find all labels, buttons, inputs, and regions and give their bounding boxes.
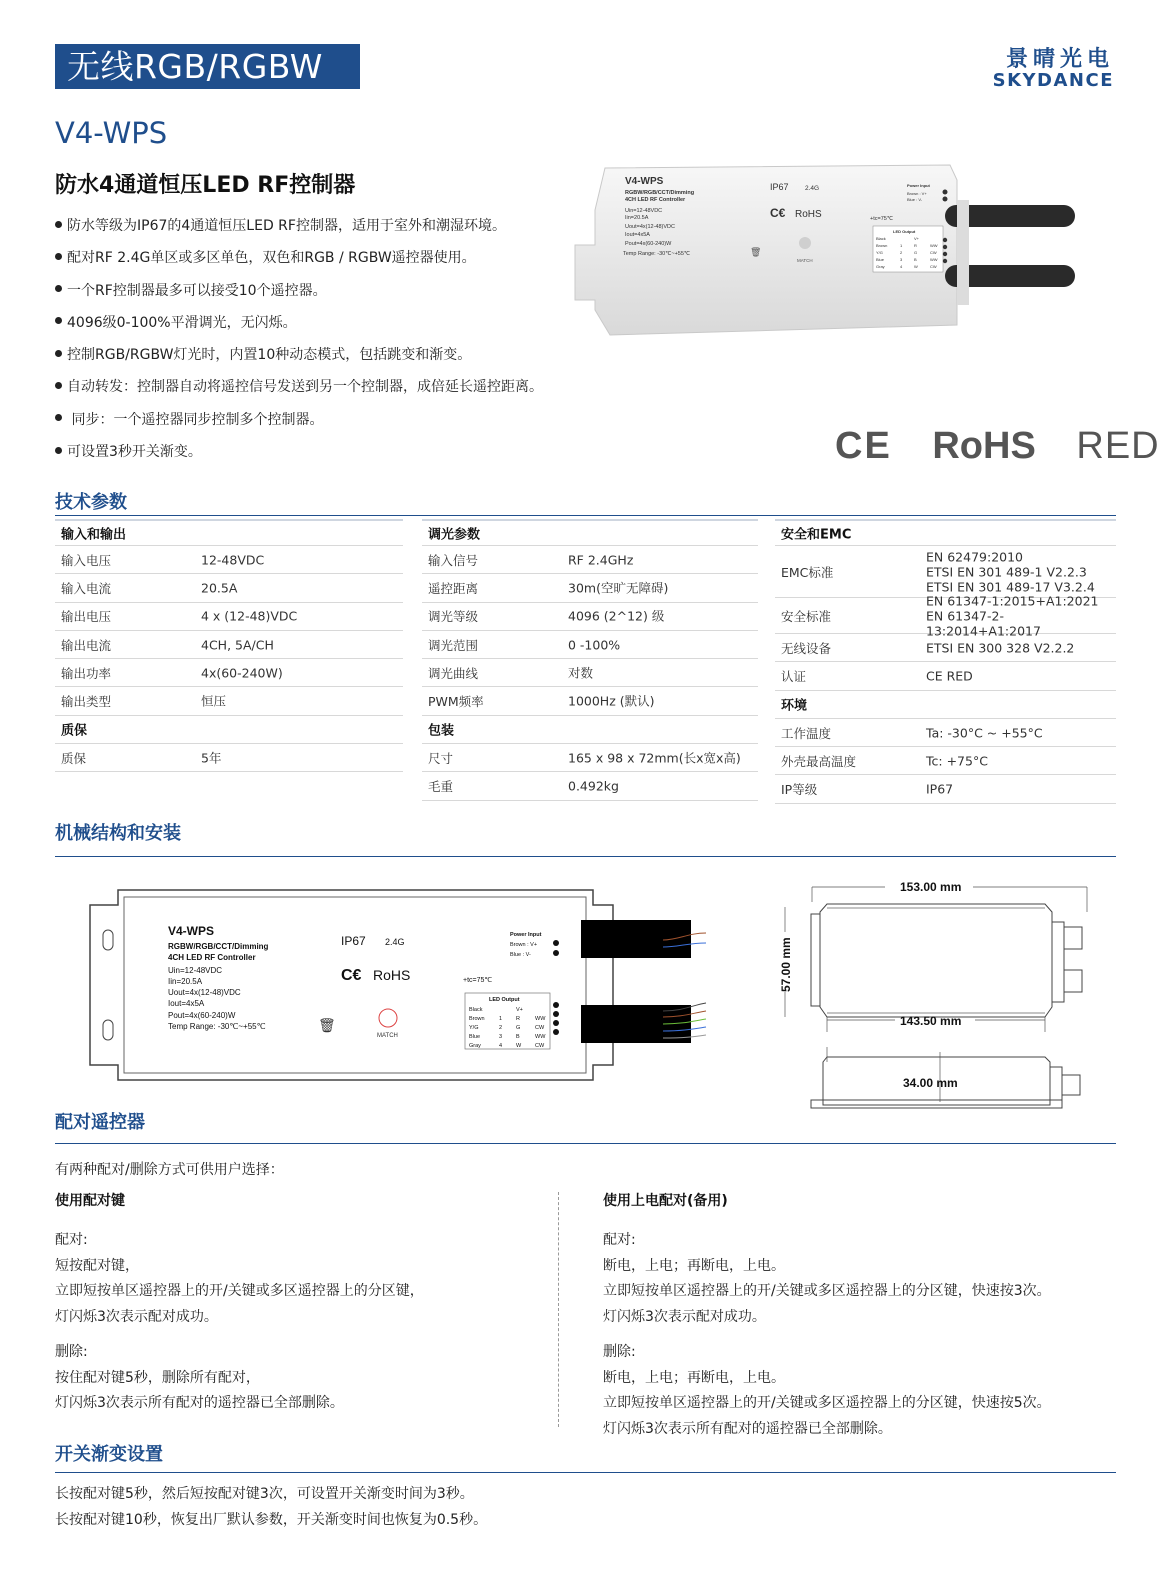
- led-output-cell: WW: [930, 243, 938, 248]
- svg-text:C€: C€: [770, 206, 786, 220]
- section-title-specs: 技术参数: [55, 492, 127, 513]
- spec-value: 1000Hz (默认): [568, 693, 655, 709]
- led-output-cell: Y/G: [876, 250, 883, 255]
- led-output-cell: Black: [469, 1007, 483, 1013]
- svg-text:2.4G: 2.4G: [805, 185, 820, 192]
- spec-key: 调光参数: [428, 527, 481, 543]
- spec-value: 4CH, 5A/CH: [201, 637, 274, 653]
- led-output-cell: 3: [499, 1034, 503, 1040]
- spec-value: CE RED: [926, 668, 973, 684]
- pair-label: 配对:: [55, 1232, 88, 1248]
- spec-row: [422, 659, 758, 687]
- section-divider: [55, 515, 1116, 516]
- svg-text:4CH LED RF Controller: 4CH LED RF Controller: [168, 953, 256, 962]
- bullet-icon: [55, 285, 62, 292]
- section-divider: [55, 1472, 1116, 1473]
- svg-text:LED Output: LED Output: [489, 997, 520, 1003]
- spec-row: [422, 772, 758, 800]
- brand-name-en: SKYDANCE: [992, 70, 1114, 91]
- svg-text:Iout=4x5A: Iout=4x5A: [625, 232, 650, 238]
- spec-row: [422, 744, 758, 772]
- pairing-intro: 有两种配对/删除方式可供用户选择：: [55, 1162, 284, 1178]
- led-output-cell: B: [914, 257, 917, 262]
- led-output-cell: Gray: [469, 1043, 481, 1049]
- dimension-drawing: [775, 872, 1115, 1117]
- rohs-logo: RoHS: [932, 425, 1036, 467]
- spec-table-safety: [775, 519, 1116, 804]
- svg-text:Blue : V-: Blue : V-: [510, 952, 531, 958]
- svg-text:MATCH: MATCH: [377, 1033, 398, 1039]
- pairing-method-title: 使用上电配对(备用): [603, 1193, 728, 1209]
- match-button[interactable]: [799, 237, 811, 249]
- spec-group-header: [55, 519, 403, 546]
- spec-group-header: [55, 716, 403, 744]
- led-output-cell: CW: [930, 264, 937, 269]
- delete-label: 删除:: [603, 1344, 636, 1360]
- led-output-cell: G: [516, 1025, 521, 1031]
- svg-text:RGBW/RGB/CCT/Dimming: RGBW/RGB/CCT/Dimming: [168, 942, 269, 951]
- spec-key: 无线设备: [781, 640, 832, 656]
- pairing-method-title: 使用配对键: [55, 1193, 125, 1209]
- spec-row: [55, 744, 403, 772]
- led-output-cell: CW: [535, 1025, 545, 1031]
- svg-text:LED Output: LED Output: [893, 229, 916, 234]
- spec-key: 输入电流: [61, 580, 112, 596]
- fade-instructions: [55, 1481, 487, 1533]
- spec-value: 4x(60-240W): [201, 665, 283, 681]
- brand-name-cn: 景晴光电: [1005, 47, 1114, 72]
- delete-step: 按住配对键5秒，删除所有配对，: [55, 1369, 260, 1386]
- spec-row: [55, 659, 403, 687]
- delete-step: 灯闪烁3次表示所有配对的遥控器已全部删除。: [55, 1395, 344, 1411]
- spec-value: 5年: [201, 750, 222, 766]
- led-output-cell: 2: [499, 1025, 503, 1031]
- spec-key: 包装: [428, 723, 455, 739]
- spec-value: 4 x (12-48)VDC: [201, 608, 298, 624]
- match-button[interactable]: [379, 1009, 397, 1027]
- red-logo: RED: [1076, 425, 1160, 467]
- led-output-cell: Y/G: [469, 1025, 479, 1031]
- svg-text:Uout=4x(12-48)VDC: Uout=4x(12-48)VDC: [625, 224, 675, 230]
- spec-table-io: [55, 519, 403, 772]
- spec-value: ETSI EN 300 328 V2.2.2: [926, 640, 1075, 656]
- svg-text:Brown : V+: Brown : V+: [907, 191, 927, 196]
- pairing-method-power: [603, 1190, 1051, 1442]
- spec-key: 环境: [781, 698, 808, 714]
- svg-text:IP67: IP67: [770, 182, 789, 192]
- spec-value: 4096 (2^12) 级: [568, 608, 665, 624]
- spec-value: IP67: [926, 781, 954, 797]
- spec-row: [422, 546, 758, 574]
- spec-value: 12-48VDC: [201, 552, 265, 568]
- spec-row: [775, 775, 1116, 803]
- led-output-cell: Gray: [876, 264, 885, 269]
- spec-key: 输入电压: [61, 552, 112, 568]
- spec-value: 30m(空旷无障碍): [568, 580, 669, 596]
- spec-value: EN 62479:2010 ETSI EN 301 489-1 V2.2.3 ETSI EN 301 489-17 V3.2.4: [926, 549, 1095, 594]
- led-output-cell: B: [516, 1034, 520, 1040]
- spec-row: [55, 631, 403, 659]
- svg-text:153.00 mm: 153.00 mm: [900, 880, 962, 894]
- svg-text:Brown : V+: Brown : V+: [510, 942, 538, 948]
- svg-text:Iin=20.5A: Iin=20.5A: [168, 977, 203, 986]
- spec-value: RF 2.4GHz: [568, 552, 634, 568]
- spec-key: 输出电流: [61, 637, 112, 653]
- spec-value: 165 x 98 x 72mm(长x宽x高): [568, 750, 741, 766]
- wiring-drawing: [88, 885, 708, 1085]
- spec-key: 认证: [781, 668, 807, 684]
- spec-key: 输出类型: [61, 694, 112, 710]
- spec-key: 调光曲线: [428, 665, 479, 681]
- led-output-cell: V+: [914, 236, 920, 241]
- weee-icon: 🗑: [750, 247, 762, 257]
- spec-key: 安全标准: [781, 608, 832, 624]
- spec-key: 质保: [61, 723, 88, 739]
- bullet-icon: [55, 221, 62, 228]
- spec-row: [422, 687, 758, 715]
- led-output-cell: R: [516, 1016, 520, 1022]
- feature-item: 配对RF 2.4G单区或多区单色，双色和RGB / RGBW遥控器使用。: [55, 244, 615, 276]
- svg-text:34.00 mm: 34.00 mm: [903, 1076, 958, 1090]
- spec-key: EMC标准: [781, 564, 834, 580]
- pair-step: 断电，上电；再断电，上电。: [603, 1257, 785, 1274]
- pairing-method-button: [55, 1190, 424, 1417]
- led-output-cell: W: [914, 264, 918, 269]
- weee-icon: 🗑: [318, 1017, 336, 1033]
- svg-text:Temp Range: -30℃~+55℃: Temp Range: -30℃~+55℃: [623, 251, 691, 257]
- svg-text:Uin=12-48VDC: Uin=12-48VDC: [168, 966, 223, 975]
- svg-text:+tc=75℃: +tc=75℃: [463, 977, 493, 984]
- spec-key: 尺寸: [428, 750, 454, 766]
- spec-row: [55, 687, 403, 715]
- spec-key: 工作温度: [781, 725, 832, 741]
- bullet-icon: [55, 447, 62, 454]
- led-output-cell: CW: [930, 250, 937, 255]
- spec-row: [775, 634, 1116, 662]
- bullet-icon: [55, 350, 62, 357]
- column-divider: [558, 1192, 559, 1427]
- section-divider: [55, 1143, 1116, 1144]
- led-output-cell: Blue: [469, 1034, 481, 1040]
- spec-value: 20.5A: [201, 580, 238, 596]
- svg-text:IP67: IP67: [341, 934, 366, 948]
- fade-line: 长按配对键5秒，然后短按配对键3次，可设置开关渐变时间为3秒。: [55, 1486, 474, 1502]
- led-output-cell: 4: [900, 264, 903, 269]
- spec-key: 输出功率: [61, 665, 112, 681]
- svg-text:Iout=4x5A: Iout=4x5A: [168, 999, 205, 1008]
- section-title-pairing: 配对遥控器: [55, 1112, 145, 1133]
- svg-text:Pout=4x(60-240)W: Pout=4x(60-240)W: [168, 1011, 236, 1020]
- svg-text:Uin=12-48VDC: Uin=12-48VDC: [625, 208, 663, 214]
- delete-step: 立即短按单区遥控器上的开/关键或多区遥控器上的分区键，快速按5次。: [603, 1395, 1051, 1411]
- svg-text:4CH LED RF Controller: 4CH LED RF Controller: [625, 197, 686, 203]
- pair-step: 立即短按单区遥控器上的开/关键或多区遥控器上的分区键，快速按3次。: [603, 1283, 1051, 1299]
- spec-row: [422, 574, 758, 602]
- spec-key: 输出电压: [61, 609, 112, 625]
- led-output-cell: V+: [516, 1007, 523, 1013]
- spec-key: 输入和输出: [61, 527, 127, 543]
- spec-key: 遥控距离: [428, 580, 479, 596]
- svg-text:RGBW/RGB/CCT/Dimming: RGBW/RGB/CCT/Dimming: [625, 190, 695, 196]
- spec-group-header: [422, 716, 758, 744]
- svg-text:Pout=4x(60-240)W: Pout=4x(60-240)W: [625, 241, 672, 247]
- spec-group-header: [775, 519, 1116, 546]
- led-output-cell: 2: [900, 250, 903, 255]
- svg-text:57.00 mm: 57.00 mm: [779, 937, 793, 992]
- feature-item: 防水等级为IP67的4通道恒压LED RF控制器，适用于室外和潮湿环境。: [55, 212, 615, 244]
- product-photo: [565, 160, 1080, 345]
- led-output-cell: Blue: [876, 257, 885, 262]
- spec-key: 调光范围: [428, 637, 479, 653]
- spec-row: [775, 719, 1116, 747]
- feature-item: 自动转发：控制器自动将遥控信号发送到另一个控制器，成倍延长遥控距离。: [55, 373, 615, 405]
- spec-group-header: [775, 691, 1116, 719]
- pair-step: 立即短按单区遥控器上的开/关键或多区遥控器上的分区键，: [55, 1283, 424, 1299]
- led-output-cell: Black: [876, 236, 886, 241]
- section-title-fade: 开关渐变设置: [55, 1444, 163, 1465]
- svg-text:Temp Range: -30℃~+55℃: Temp Range: -30℃~+55℃: [168, 1022, 266, 1031]
- led-output-cell: Brown: [876, 243, 888, 248]
- bullet-icon: [55, 414, 62, 421]
- spec-key: 质保: [61, 750, 87, 766]
- pair-label: 配对:: [603, 1232, 636, 1248]
- svg-text:2.4G: 2.4G: [385, 937, 405, 947]
- spec-value: 恒压: [201, 693, 227, 709]
- bullet-icon: [55, 382, 62, 389]
- svg-text:V4-WPS: V4-WPS: [168, 924, 215, 938]
- svg-text:Power Input: Power Input: [510, 932, 542, 938]
- spec-value: 0.492kg: [568, 778, 619, 794]
- feature-item: 一个RF控制器最多可以接受10个遥控器。: [55, 277, 615, 309]
- section-title-mech: 机械结构和安装: [55, 823, 181, 844]
- svg-text:V4-WPS: V4-WPS: [625, 176, 664, 187]
- led-output-cell: WW: [930, 257, 938, 262]
- spec-key: 安全和EMC: [781, 527, 852, 543]
- spec-row: [775, 747, 1116, 775]
- svg-text:Blue : V-: Blue : V-: [907, 197, 923, 202]
- spec-key: 调光等级: [428, 609, 479, 625]
- svg-text:Uout=4x(12-48)VDC: Uout=4x(12-48)VDC: [168, 988, 241, 997]
- feature-item: 可设置3秒开关渐变。: [55, 438, 615, 470]
- spec-row: [775, 593, 1116, 638]
- led-output-cell: 3: [900, 257, 903, 262]
- led-output-cell: 1: [900, 243, 903, 248]
- spec-value: Tc: +75°C: [926, 753, 988, 769]
- spec-group-header: [422, 519, 758, 546]
- spec-row: [55, 546, 403, 574]
- led-output-cell: 4: [499, 1043, 503, 1049]
- spec-value: 0 -100%: [568, 637, 621, 653]
- spec-value: EN 61347-1:2015+A1:2021 EN 61347-2-13:2014+A1:2017: [926, 593, 1099, 638]
- led-output-cell: W: [516, 1043, 522, 1049]
- led-output-cell: Brown: [469, 1016, 485, 1022]
- spec-row: [422, 631, 758, 659]
- svg-text:MATCH: MATCH: [797, 258, 813, 263]
- svg-text:C€: C€: [341, 967, 362, 984]
- spec-key: 输入信号: [428, 552, 479, 568]
- model-number: V4-WPS: [55, 116, 168, 150]
- led-output-cell: WW: [535, 1034, 546, 1040]
- spec-row: [775, 546, 1116, 598]
- delete-label: 删除:: [55, 1344, 88, 1360]
- pair-step: 灯闪烁3次表示配对成功。: [603, 1308, 766, 1325]
- svg-text:Power Input: Power Input: [907, 183, 930, 188]
- spec-key: 毛重: [428, 779, 454, 795]
- svg-text:Iin=20.5A: Iin=20.5A: [625, 215, 649, 221]
- led-output-cell: 1: [499, 1016, 503, 1022]
- spec-key: 外壳最高温度: [781, 753, 857, 769]
- delete-step: 断电，上电；再断电，上电。: [603, 1369, 785, 1386]
- led-output-cell: CW: [535, 1043, 545, 1049]
- led-output-cell: R: [914, 243, 917, 248]
- spec-table-dimming: [422, 519, 758, 801]
- svg-text:+tc=75℃: +tc=75℃: [870, 216, 893, 222]
- spec-key: PWM频率: [428, 694, 484, 710]
- category-banner: 无线RGB/RGBW: [55, 44, 360, 89]
- bullet-icon: [55, 317, 62, 324]
- delete-step: 灯闪烁3次表示所有配对的遥控器已全部删除。: [603, 1420, 892, 1437]
- pair-step: 短按配对键，: [55, 1257, 139, 1274]
- svg-text:RoHS: RoHS: [795, 209, 822, 220]
- spec-key: IP等级: [781, 782, 818, 798]
- feature-item: 4096级0-100%平滑调光，无闪烁。: [55, 309, 615, 341]
- product-subtitle: 防水4通道恒压LED RF控制器: [55, 173, 356, 198]
- fade-line: 长按配对键10秒，恢复出厂默认参数，开关渐变时间也恢复为0.5秒。: [55, 1512, 488, 1528]
- feature-list: [55, 212, 615, 470]
- svg-text:143.50 mm: 143.50 mm: [900, 1014, 962, 1028]
- certification-logos: [835, 425, 1160, 468]
- feature-item: 控制RGB/RGBW灯光时，内置10种动态模式，包括跳变和渐变。: [55, 341, 615, 373]
- led-output-cell: WW: [535, 1016, 546, 1022]
- spec-value: 对数: [568, 665, 594, 681]
- feature-item: 同步：一个遥控器同步控制多个控制器。: [55, 406, 615, 438]
- spec-row: [775, 662, 1116, 690]
- spec-row: [422, 603, 758, 631]
- pair-step: 灯闪烁3次表示配对成功。: [55, 1308, 218, 1325]
- svg-text:RoHS: RoHS: [373, 967, 411, 983]
- led-output-cell: G: [914, 250, 918, 255]
- spec-value: Ta: -30°C ~ +55°C: [926, 725, 1043, 741]
- spec-row: [55, 603, 403, 631]
- spec-row: [55, 574, 403, 602]
- section-divider: [55, 856, 1116, 857]
- bullet-icon: [55, 253, 62, 260]
- ce-logo: CE: [835, 425, 892, 467]
